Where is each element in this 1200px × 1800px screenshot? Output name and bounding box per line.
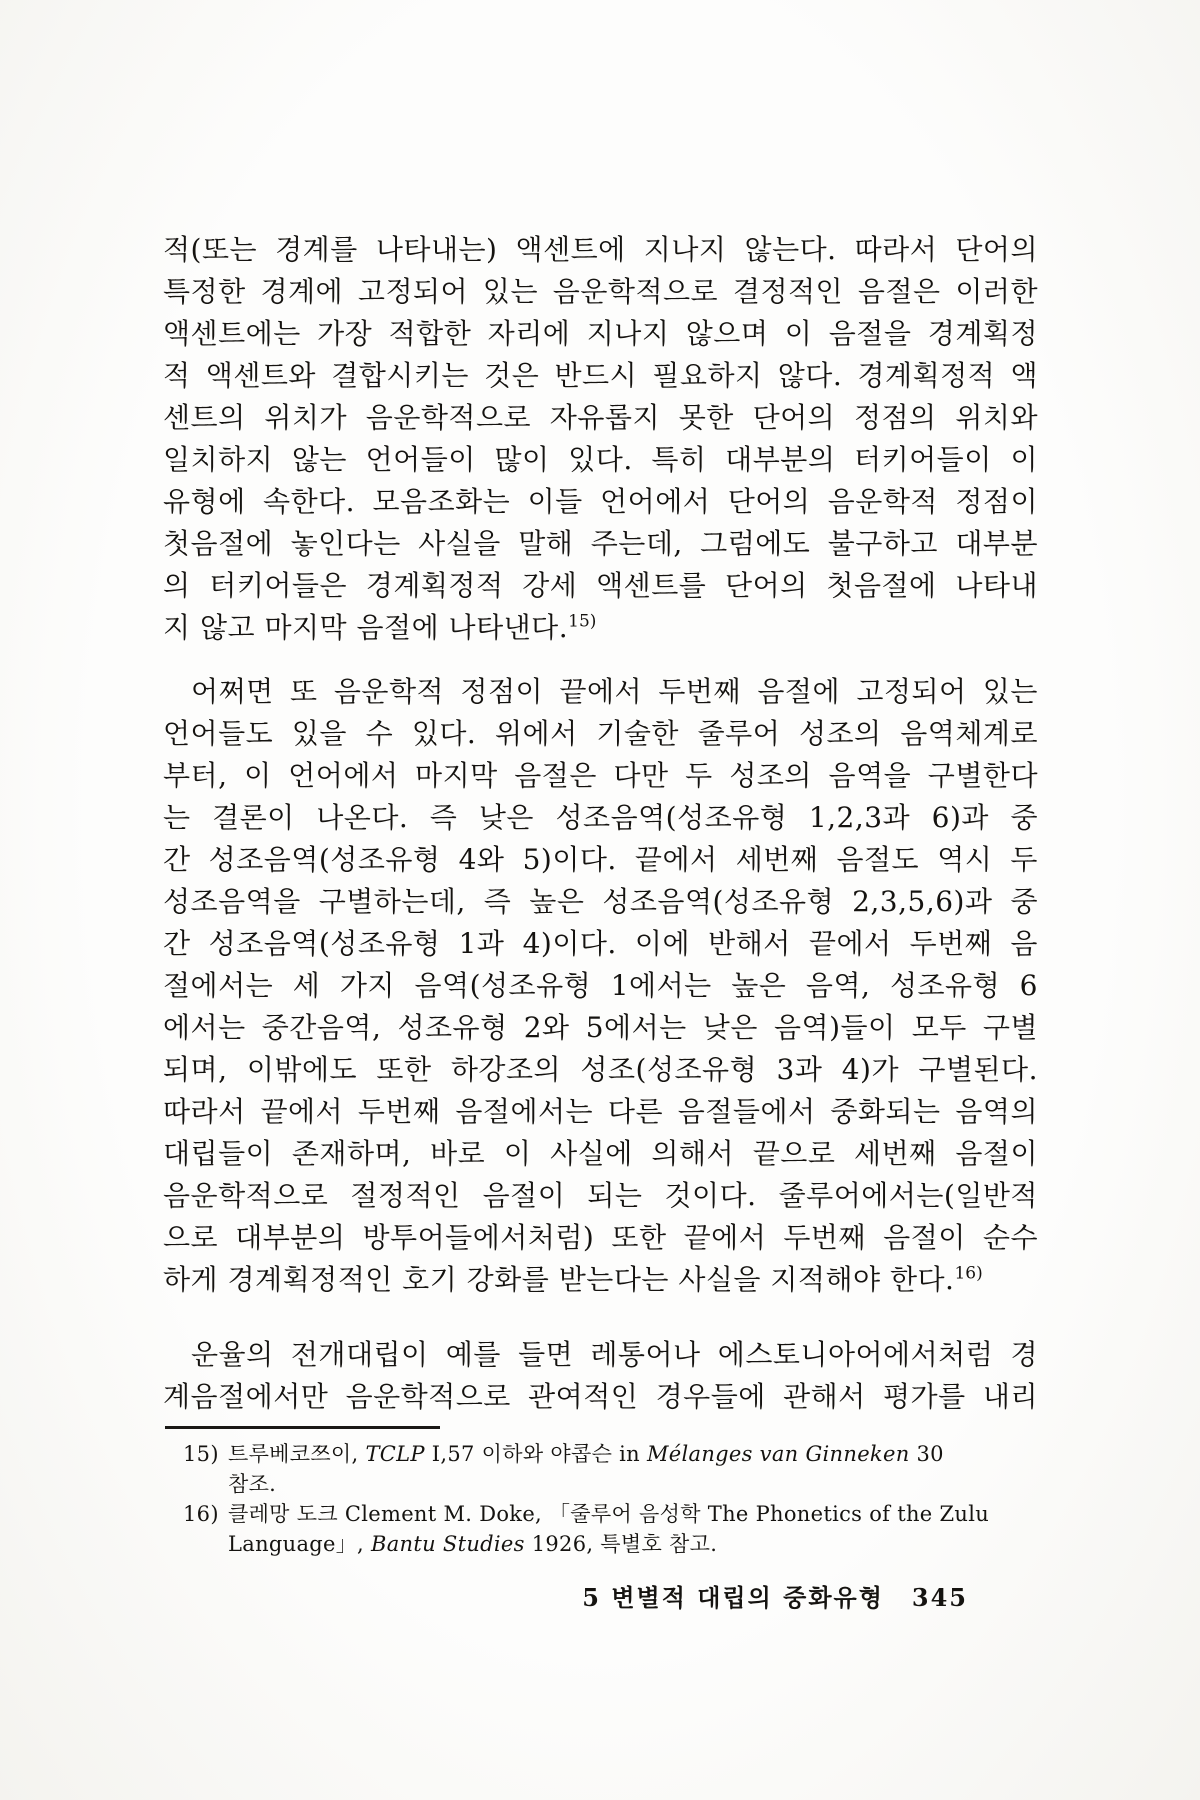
text-line: 대립들이 존재하며, 바로 이 사실에 의해서 끝으로 세번째 음절이 bbox=[163, 1137, 1038, 1170]
footnote-15-text bbox=[228, 1439, 1038, 1499]
page-footer bbox=[163, 1578, 1038, 1613]
footnote-16-line2-seg3: 1926, 특별호 참고. bbox=[524, 1532, 718, 1556]
text-line: 운율의 전개대립이 예를 들면 레통어나 에스토니아어에서처럼 경 bbox=[191, 1338, 1038, 1371]
paragraph-3 bbox=[163, 1334, 1038, 1418]
footnote-ref-15: 15) bbox=[568, 611, 597, 632]
footnote-16-text bbox=[228, 1499, 1038, 1559]
footnote-16-title-bantu-studies: Bantu Studies bbox=[371, 1532, 525, 1556]
footnote-16-line2-seg1: Language」, bbox=[228, 1532, 371, 1556]
footnote-15 bbox=[163, 1439, 1038, 1499]
text-line: 의 터키어들은 경계획정적 강세 액센트를 단어의 첫음절에 나타내 bbox=[163, 569, 1038, 602]
footnote-16-line1: 클레망 도크 Clement M. Doke, 「줄루어 음성학 The Phonetics of the Zulu bbox=[228, 1502, 990, 1526]
text-line: 계음절에서만 음운학적으로 관여적인 경우들에 관해서 평가를 내리 bbox=[163, 1380, 1038, 1413]
paragraph-1-last-line: 지 않고 마지막 음절에 나타낸다. bbox=[163, 611, 569, 644]
footnotes-section bbox=[163, 1439, 1038, 1559]
footnote-15-seg1: 트루베코쯔이, bbox=[228, 1442, 366, 1466]
footnote-15-title-tclp: TCLP bbox=[365, 1442, 425, 1466]
footnote-16 bbox=[163, 1499, 1038, 1559]
text-line: 으로 대부분의 방투어들에서처럼) 또한 끝에서 두번째 음절이 순수 bbox=[163, 1221, 1038, 1254]
text-line: 따라서 끝에서 두번째 음절에서는 다른 음절들에서 중화되는 음역의 bbox=[163, 1095, 1038, 1128]
text-line: 부터, 이 언어에서 마지막 음절은 다만 두 성조의 음역을 구별한다 bbox=[163, 759, 1038, 792]
footnote-15-marker: 15) bbox=[183, 1442, 219, 1466]
text-line bbox=[163, 607, 1038, 649]
footnote-15-line2: 참조. bbox=[228, 1472, 277, 1496]
text-line: 적 액센트와 결합시키는 것은 반드시 필요하지 않다. 경계획정적 액 bbox=[163, 359, 1038, 392]
paragraph-2-last-line: 하게 경계획정적인 호기 강화를 받는다는 사실을 지적해야 한다. bbox=[163, 1263, 955, 1296]
footnote-15-seg3: Ⅰ,57 이하와 야콥슨 in bbox=[424, 1442, 647, 1466]
text-line: 되며, 이밖에도 또한 하강조의 성조(성조유형 3과 4)가 구별된다. bbox=[163, 1053, 1038, 1086]
text-line: 첫음절에 놓인다는 사실을 말해 주는데, 그럼에도 불구하고 대부분 bbox=[163, 527, 1038, 560]
text-line: 간 성조음역(성조유형 1과 4)이다. 이에 반해서 끝에서 두번째 음 bbox=[163, 927, 1038, 960]
text-line: 는 결론이 나온다. 즉 낮은 성조음역(성조유형 1,2,3과 6)과 중 bbox=[163, 801, 1038, 834]
paragraph-1 bbox=[163, 229, 1038, 649]
text-line: 적(또는 경계를 나타내는) 액센트에 지나지 않는다. 따라서 단어의 bbox=[163, 233, 1038, 266]
text-line: 일치하지 않는 언어들이 많이 있다. 특히 대부분의 터키어들이 이 bbox=[163, 443, 1038, 476]
text-block bbox=[163, 229, 1038, 1559]
footnote-separator bbox=[165, 1426, 440, 1429]
text-line: 간 성조음역(성조유형 4와 5)이다. 끝에서 세번째 음절도 역시 두 bbox=[163, 843, 1038, 876]
paragraph-2 bbox=[163, 671, 1038, 1301]
text-line: 성조음역을 구별하는데, 즉 높은 성조음역(성조유형 2,3,5,6)과 중 bbox=[163, 885, 1038, 918]
text-line bbox=[163, 1259, 1038, 1301]
text-line: 유형에 속한다. 모음조화는 이들 언어에서 단어의 음운학적 정점이 bbox=[163, 485, 1038, 518]
running-title: 5 변별적 대립의 중화유형 bbox=[582, 1583, 884, 1612]
text-line: 어쩌면 또 음운학적 정점이 끝에서 두번째 음절에 고정되어 있는 bbox=[191, 675, 1038, 708]
footnote-ref-16: 16) bbox=[954, 1263, 983, 1284]
footnote-16-marker: 16) bbox=[183, 1502, 219, 1526]
text-line: 절에서는 세 가지 음역(성조유형 1에서는 높은 음역, 성조유형 6 bbox=[163, 969, 1038, 1002]
text-line: 특정한 경계에 고정되어 있는 음운학적으로 결정적인 음절은 이러한 bbox=[163, 275, 1038, 308]
text-line: 언어들도 있을 수 있다. 위에서 기술한 줄루어 성조의 음역체계로 bbox=[163, 717, 1038, 750]
page-number: 345 bbox=[911, 1583, 968, 1612]
footnote-15-seg5: 30 bbox=[909, 1442, 944, 1466]
text-line: 음운학적으로 절정적인 음절이 되는 것이다. 줄루어에서는(일반적 bbox=[163, 1179, 1038, 1212]
text-line: 액센트에는 가장 적합한 자리에 지나지 않으며 이 음절을 경계획정 bbox=[163, 317, 1038, 350]
footnote-15-title-melanges: Mélanges van Ginneken bbox=[646, 1442, 910, 1466]
text-line: 에서는 중간음역, 성조유형 2와 5에서는 낮은 음역)들이 모두 구별 bbox=[163, 1011, 1038, 1044]
text-line: 센트의 위치가 음운학적으로 자유롭지 못한 단어의 정점의 위치와 bbox=[163, 401, 1038, 434]
footnote-16-line2 bbox=[228, 1529, 1038, 1559]
